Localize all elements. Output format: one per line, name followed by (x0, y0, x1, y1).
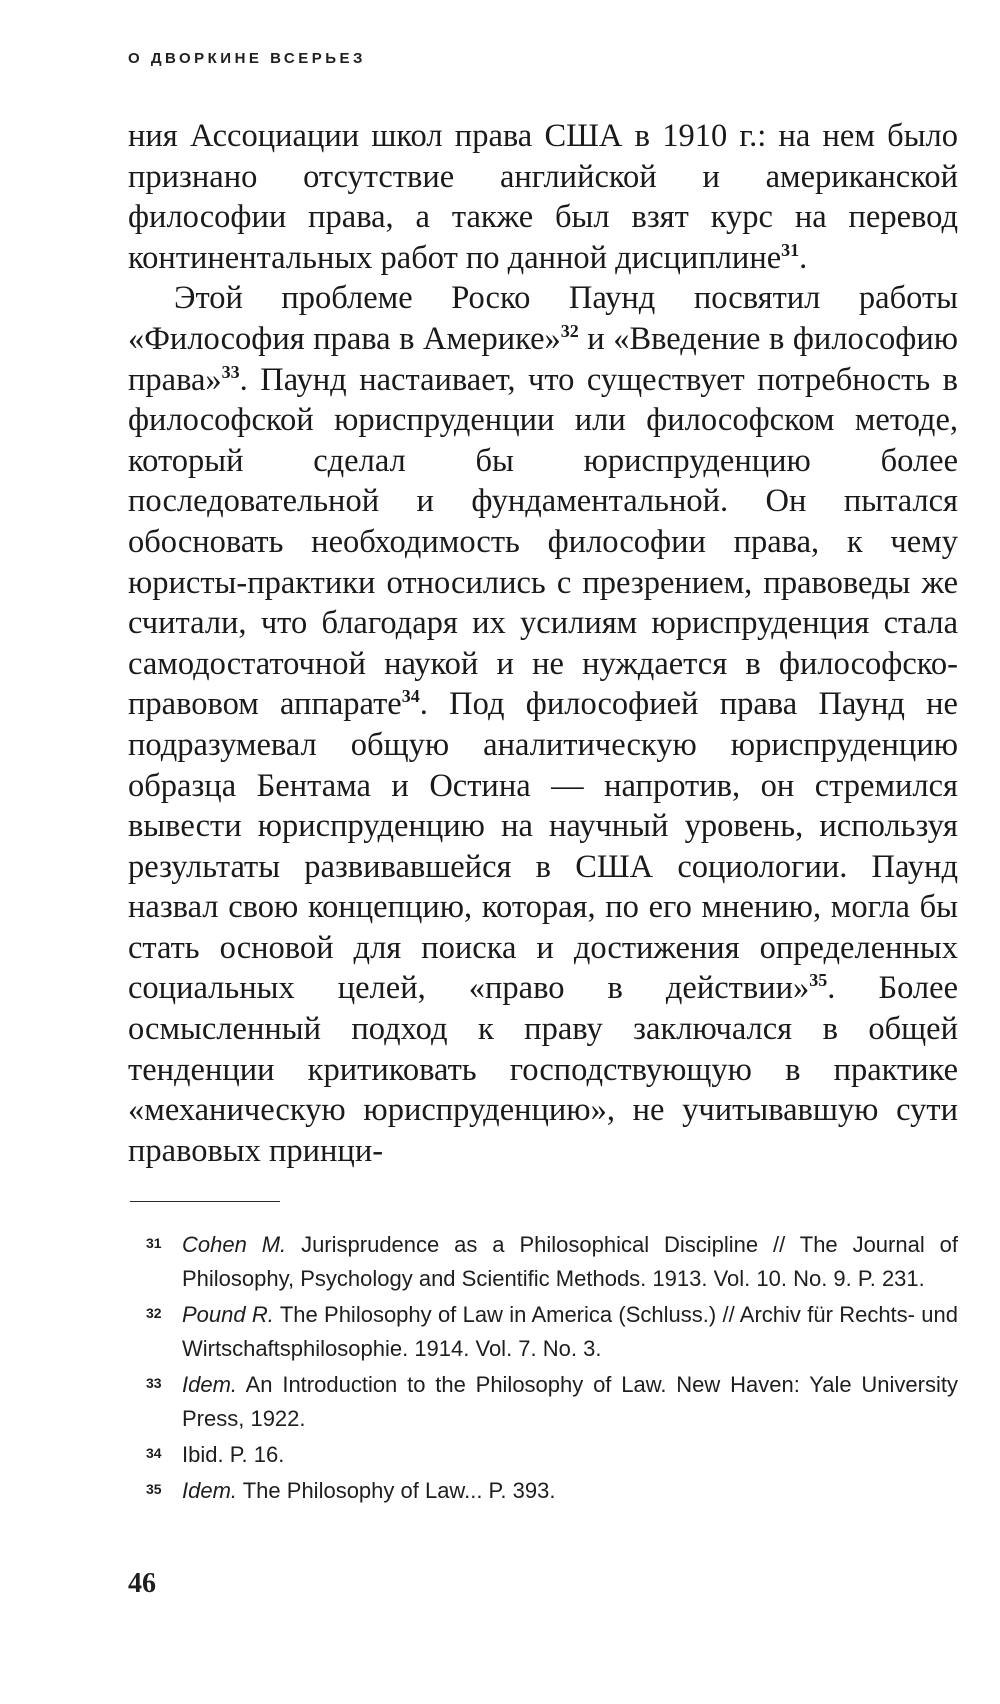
paragraph-text: и «Введение в философию права» (128, 320, 959, 398)
footnote-text: The Philosophy of Law... P. 393. (237, 1478, 556, 1503)
footnote-author: Pound R. (182, 1302, 274, 1327)
footnote (146, 1474, 958, 1508)
footnote (146, 1298, 958, 1366)
footnotes-section (146, 1228, 958, 1510)
main-text (128, 116, 958, 1171)
paragraph-text: . (799, 239, 808, 276)
footnote-number: 34 (146, 1445, 162, 1461)
footnote (146, 1438, 958, 1472)
footnote-reference[interactable]: 32 (560, 320, 579, 341)
footnote-author: Idem. (182, 1478, 238, 1503)
footnote-reference[interactable]: 35 (809, 970, 828, 991)
paragraph-text: . Под философией права Паунд не подразумевал общую аналитическую юриспруденцию образца Бентама и Остина — напротив, он стремился вывести юриспруденцию на научный уровень, используя результаты развивавшейся в США социологии. Паунд назвал свою концепцию, которая, по его мнению, могла бы стать основой для поиска и достижения определенных социальных целей, «право в действии» (128, 686, 958, 1007)
footnote-author: Cohen M. (182, 1232, 287, 1257)
footnote-reference[interactable]: 34 (401, 686, 420, 707)
footnote-text: The Philosophy of Law in America (Schluss.) // Archiv für Rechts- und Wirtschaftsphilosophie. 1914. Vol. 7. No. 3. (182, 1302, 958, 1361)
page-number: 46 (128, 1568, 156, 1599)
paragraph-text: Этой проблеме Роско Паунд посвятил работы «Философия права в Америке» (128, 280, 958, 357)
footnote-number: 35 (146, 1481, 162, 1497)
paragraph-text: . Паунд настаивает, что существует потребность в философской юриспруденции или философском методе, который сделал бы юриспруденцию более последовательной и фундаментальной. Он пытался обосновать необходимость философии права, к чему юристы-практики относились с презрением, правоведы же считали, что благодаря их усилиям юриспруденция стала самодостаточной наукой и не нуждается в философско-правовом аппарате (128, 361, 958, 723)
footnote-number: 33 (146, 1375, 162, 1391)
footnote-number: 32 (146, 1305, 162, 1321)
footnote-reference[interactable]: 33 (221, 361, 240, 382)
running-title: О ДВОРКИНЕ ВСЕРЬЕЗ (128, 50, 366, 67)
footnote (146, 1368, 958, 1436)
paragraph (128, 116, 958, 278)
footnote-text: An Introduction to the Philosophy of Law. New Haven: Yale University Press, 1922. (182, 1372, 958, 1431)
paragraph-text: ния Ассоциации школ права США в 1910 г.: на нем было признано отсутствие английской и американской философии права, а также был взят курс на перевод континентальных работ по данной дисциплине (128, 118, 958, 276)
footnote-text: Jurisprudence as a Philosophical Discipline // The Journal of Philosophy, Psychology and Scientific Methods. 1913. Vol. 10. No. 9. P. 231. (182, 1232, 958, 1291)
footnote-author: Idem. (182, 1372, 238, 1397)
footnote-text: Ibid. P. 16. (182, 1442, 285, 1467)
footnote-number: 31 (146, 1235, 162, 1251)
footnote-reference[interactable]: 31 (781, 239, 800, 260)
footnote (146, 1228, 958, 1296)
footnote-separator (130, 1201, 280, 1202)
paragraph-text: . Более осмысленный подход к праву заключался в общей тенденции критиковать господствующую в практике «механическую юриспруденцию», не учитывавшую сути правовых принци- (128, 970, 958, 1169)
paragraph (128, 278, 958, 1171)
